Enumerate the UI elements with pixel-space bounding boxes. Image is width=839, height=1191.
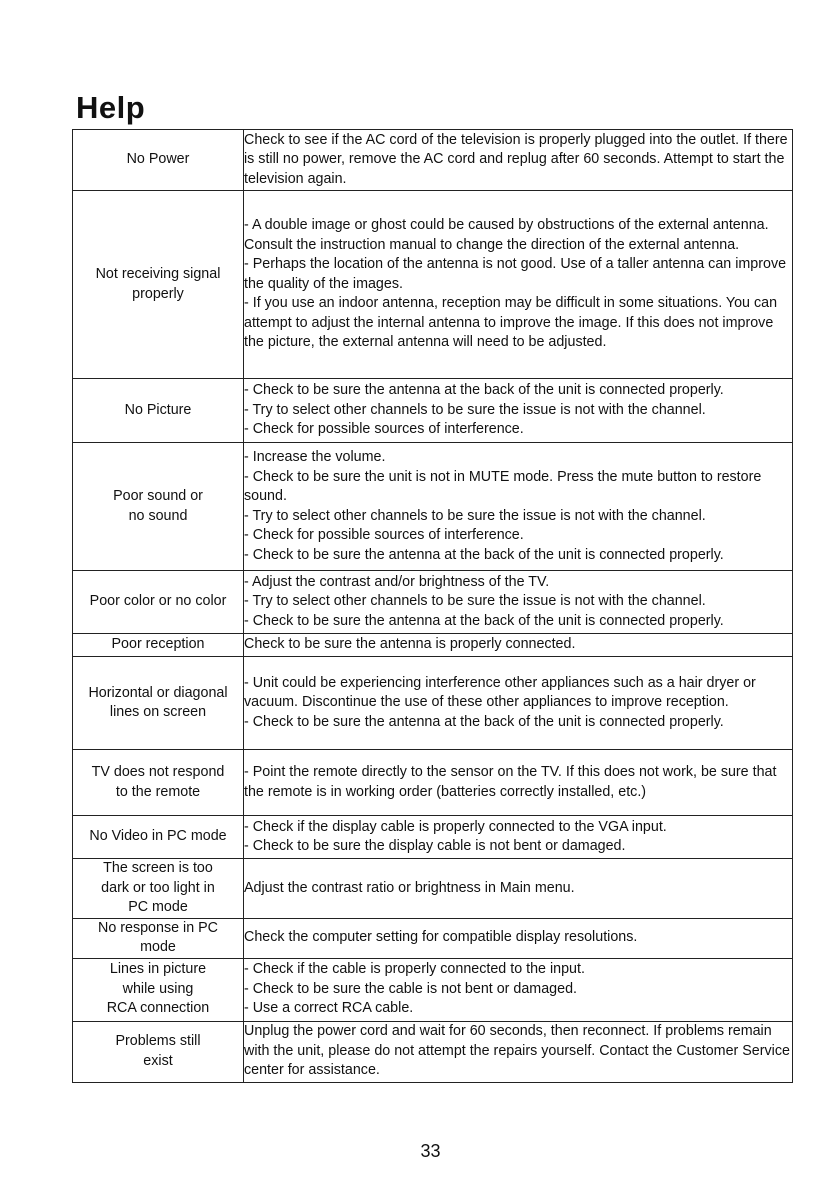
solution-cell xyxy=(244,859,793,919)
problem-label: TV does not respond to the remote xyxy=(91,764,225,800)
solution-line: Check to see if the AC cord of the television is properly plugged into the outlet. If there is still no power, remove the AC cord and replug after 60 seconds. Attempt to start the television again. xyxy=(244,131,788,187)
table-row xyxy=(73,918,793,958)
solution-line: Check the computer setting for compatible display resolutions. xyxy=(244,929,638,946)
problem-label: Problems still exist xyxy=(115,1033,201,1069)
table-row xyxy=(73,191,793,379)
solution-line: - Perhaps the location of the antenna is not good. Use of a taller antenna can improve the quality of the images. xyxy=(244,256,787,292)
solution-line: - Check if the cable is properly connected to the input. xyxy=(244,961,585,978)
solution-cell xyxy=(244,130,793,191)
problem-label: Poor color or no color xyxy=(89,593,227,610)
problem-cell xyxy=(73,634,244,657)
problem-cell xyxy=(73,859,244,919)
problem-label: Lines in picture while using RCA connection xyxy=(106,961,210,1017)
solution-cell xyxy=(244,634,793,657)
solution-line: - Check to be sure the display cable is not bent or damaged. xyxy=(244,838,626,854)
solution-line: - Check to be sure the antenna at the back of the unit is connected properly. xyxy=(244,713,724,730)
solution-line: - Try to select other channels to be sure the issue is not with the channel. xyxy=(244,507,706,524)
solution-line: - Check to be sure the antenna at the back of the unit is connected properly. xyxy=(244,546,724,563)
solution-line: - Check to be sure the cable is not bent or damaged. xyxy=(244,980,577,997)
solution-line: - If you use an indoor antenna, reception may be difficult in some situations. You can attempt to adjust the internal antenna to improve the image. If this does not improve the picture, the external antenna will need to be adjusted. xyxy=(244,295,778,351)
problem-label: No response in PC mode xyxy=(98,919,218,955)
solution-line: - Use a correct RCA cable. xyxy=(244,1000,414,1017)
table-row xyxy=(73,379,793,443)
solution-cell xyxy=(244,379,793,443)
solution-cell xyxy=(244,443,793,571)
solution-line: - Try to select other channels to be sure the issue is not with the channel. xyxy=(244,401,706,418)
table-row xyxy=(73,571,793,634)
solution-line: - Check to be sure the antenna at the back of the unit is connected properly. xyxy=(244,612,724,629)
problem-label: The screen is too dark or too light in PC mode xyxy=(101,860,215,915)
problem-cell xyxy=(73,1021,244,1082)
solution-line: - Increase the volume. xyxy=(244,449,386,465)
solution-cell xyxy=(244,191,793,379)
solution-line: - Check for possible sources of interference. xyxy=(244,527,524,543)
table-row xyxy=(73,657,793,750)
help-table xyxy=(72,129,793,1083)
problem-label: No Power xyxy=(126,151,190,168)
page-title: Help xyxy=(76,90,146,125)
solution-cell xyxy=(244,958,793,1021)
solution-line: - Try to select other channels to be sure the issue is not with the channel. xyxy=(244,593,706,610)
solution-line: Unplug the power cord and wait for 60 seconds, then reconnect. If problems remain with the unit, please do not attempt the repairs yourself. Contact the Customer Service center for assistance. xyxy=(244,1023,790,1079)
problem-cell xyxy=(73,958,244,1021)
table-row xyxy=(73,816,793,859)
problem-label: Poor sound or no sound xyxy=(113,488,203,524)
table-row xyxy=(73,1021,793,1082)
solution-cell xyxy=(244,571,793,634)
solution-cell xyxy=(244,1021,793,1082)
solution-line: - Adjust the contrast and/or brightness of the TV. xyxy=(244,573,550,590)
problem-cell xyxy=(73,571,244,634)
table-row xyxy=(73,958,793,1021)
solution-line: - Point the remote directly to the sensor on the TV. If this does not work, be sure that the remote is in working order (batteries correctly installed, etc.) xyxy=(244,764,777,800)
problem-label: No Picture xyxy=(124,401,192,418)
problem-cell xyxy=(73,443,244,571)
problem-cell xyxy=(73,130,244,191)
solution-line: - Check to be sure the antenna at the back of the unit is connected properly. xyxy=(244,382,724,399)
table-row xyxy=(73,130,793,191)
solution-line: - Check for possible sources of interference. xyxy=(244,421,524,438)
page-number: 33 xyxy=(420,1141,441,1161)
problem-label: Not receiving signal properly xyxy=(95,266,221,302)
solution-cell xyxy=(244,750,793,816)
table-row xyxy=(73,634,793,657)
solution-line: - A double image or ghost could be caused by obstructions of the external antenna. Consult the instruction manual to change the direction of the external antenna. xyxy=(244,217,769,253)
problem-cell xyxy=(73,191,244,379)
solution-line: - Check if the display cable is properly connected to the VGA input. xyxy=(244,818,667,835)
solution-cell xyxy=(244,816,793,859)
table-row xyxy=(73,859,793,919)
problem-cell xyxy=(73,379,244,443)
problem-label: No Video in PC mode xyxy=(89,828,227,845)
problem-cell xyxy=(73,918,244,958)
problem-cell xyxy=(73,750,244,816)
problem-cell xyxy=(73,816,244,859)
solution-cell xyxy=(244,657,793,750)
problem-cell xyxy=(73,657,244,750)
problem-label: Poor reception xyxy=(111,636,205,653)
solution-line: - Check to be sure the unit is not in MUTE mode. Press the mute button to restore sound. xyxy=(244,468,762,504)
solution-line: Adjust the contrast ratio or brightness in Main menu. xyxy=(244,879,575,896)
table-row xyxy=(73,750,793,816)
solution-line: - Unit could be experiencing interference other appliances such as a hair dryer or vacuum. Discontinue the use of these other appliances to improve reception. xyxy=(244,674,756,711)
solution-cell xyxy=(244,918,793,958)
solution-line: Check to be sure the antenna is properly connected. xyxy=(244,636,576,653)
table-row xyxy=(73,443,793,571)
problem-label: Horizontal or diagonal lines on screen xyxy=(88,684,228,720)
